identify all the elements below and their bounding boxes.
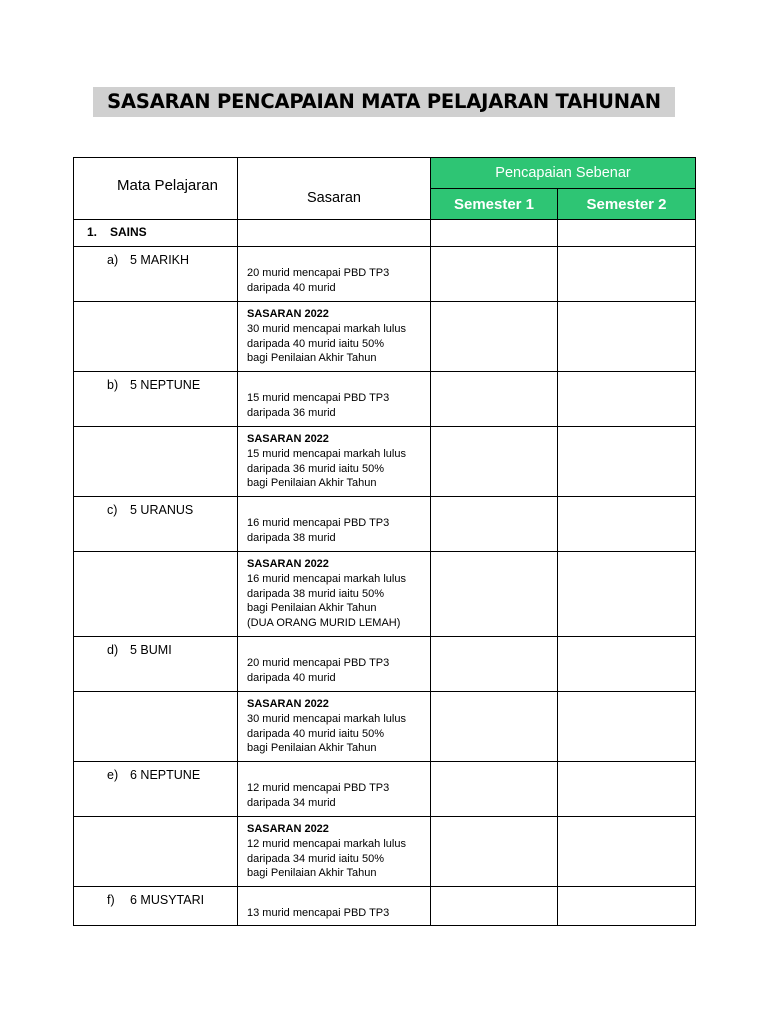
- year-target-line: 30 murid mencapai markah lulus: [247, 712, 406, 725]
- year-target-line: 15 murid mencapai markah lulus: [247, 447, 406, 460]
- semester-2-cell: [558, 372, 696, 427]
- pbd-target-cell: [238, 497, 431, 552]
- year-target-line: daripada 40 murid iaitu 50%: [247, 727, 384, 740]
- class-letter: a): [107, 253, 119, 267]
- semester-1-cell: [431, 762, 558, 817]
- semester-1-cell: [431, 427, 558, 497]
- year-target-cell: [238, 427, 431, 497]
- pbd-target-line: 20 murid mencapai PBD TP3: [247, 267, 390, 279]
- class-row: [74, 372, 696, 427]
- blank-subject-cell: [74, 302, 238, 372]
- header-achievement: Pencapaian Sebenar: [431, 158, 696, 189]
- semester-2-cell: [558, 692, 696, 762]
- class-cell: [74, 887, 238, 926]
- semester-1-cell: [431, 372, 558, 427]
- year-target-label: SASARAN 2022: [247, 558, 329, 570]
- section-sem1-cell: [431, 220, 558, 247]
- pbd-target-cell: [238, 372, 431, 427]
- year-target-line: bagi Penilaian Akhir Tahun: [247, 602, 377, 615]
- semester-2-cell: [558, 497, 696, 552]
- year-target-cell: [238, 552, 431, 637]
- class-name: 5 MARIKH: [130, 253, 190, 267]
- class-cell: [74, 637, 238, 692]
- section-cell: [74, 220, 238, 247]
- semester-1-cell: [431, 552, 558, 637]
- pbd-target-cell: [238, 762, 431, 817]
- semester-1-cell: [431, 692, 558, 762]
- class-cell: [74, 762, 238, 817]
- semester-1-cell: [431, 817, 558, 887]
- pbd-target-line: 15 murid mencapai PBD TP3: [247, 392, 390, 404]
- page-title: SASARAN PENCAPAIAN MATA PELAJARAN TAHUNAN: [107, 90, 661, 113]
- class-name: 6 MUSYTARI: [130, 893, 205, 907]
- year-target-row: [74, 692, 696, 762]
- year-target-line: daripada 40 murid iaitu 50%: [247, 337, 384, 350]
- year-target-line: (DUA ORANG MURID LEMAH): [247, 617, 401, 630]
- header-subject: Mata Pelajaran: [74, 158, 238, 220]
- pbd-target-line: daripada 36 murid: [247, 406, 336, 419]
- class-letter: b): [107, 378, 119, 392]
- year-target-line: daripada 38 murid iaitu 50%: [247, 587, 384, 600]
- year-target-label: SASARAN 2022: [247, 433, 329, 445]
- section-sem2-cell: [558, 220, 696, 247]
- targets-table: [73, 157, 696, 926]
- semester-2-cell: [558, 247, 696, 302]
- year-target-row: [74, 302, 696, 372]
- class-cell: [74, 247, 238, 302]
- year-target-line: 30 murid mencapai markah lulus: [247, 322, 406, 335]
- blank-subject-cell: [74, 817, 238, 887]
- semester-1-cell: [431, 247, 558, 302]
- pbd-target-line: 13 murid mencapai PBD TP3: [247, 907, 390, 919]
- semester-2-cell: [558, 552, 696, 637]
- year-target-label: SASARAN 2022: [247, 823, 329, 835]
- year-target-line: bagi Penilaian Akhir Tahun: [247, 742, 377, 755]
- year-target-line: daripada 34 murid iaitu 50%: [247, 852, 384, 865]
- pbd-target-cell: [238, 637, 431, 692]
- pbd-target-cell: [238, 887, 431, 926]
- semester-2-cell: [558, 817, 696, 887]
- class-row: [74, 637, 696, 692]
- section-row: [74, 220, 696, 247]
- semester-1-cell: [431, 887, 558, 926]
- pbd-target-line: daripada 38 murid: [247, 531, 336, 544]
- header-semester-2: Semester 2: [558, 189, 696, 220]
- section-target-cell: [238, 220, 431, 247]
- class-letter: e): [107, 768, 119, 782]
- pbd-target-line: 20 murid mencapai PBD TP3: [247, 657, 390, 669]
- blank-subject-cell: [74, 692, 238, 762]
- year-target-label: SASARAN 2022: [247, 698, 329, 710]
- year-target-cell: [238, 302, 431, 372]
- header-semester-1: Semester 1: [431, 189, 558, 220]
- year-target-row: [74, 552, 696, 637]
- year-target-line: 16 murid mencapai markah lulus: [247, 572, 406, 585]
- semester-2-cell: [558, 762, 696, 817]
- class-row: [74, 497, 696, 552]
- blank-subject-cell: [74, 552, 238, 637]
- class-row: [74, 887, 696, 926]
- year-target-row: [74, 427, 696, 497]
- semester-2-cell: [558, 637, 696, 692]
- year-target-cell: [238, 817, 431, 887]
- pbd-target-line: 16 murid mencapai PBD TP3: [247, 517, 390, 529]
- header-target: Sasaran: [238, 158, 431, 220]
- semester-1-cell: [431, 497, 558, 552]
- year-target-line: bagi Penilaian Akhir Tahun: [247, 352, 377, 365]
- year-target-cell: [238, 692, 431, 762]
- page-title-banner: [93, 87, 675, 117]
- year-target-row: [74, 817, 696, 887]
- pbd-target-line: daripada 34 murid: [247, 796, 336, 809]
- class-name: 5 URANUS: [130, 503, 194, 517]
- year-target-line: bagi Penilaian Akhir Tahun: [247, 477, 377, 490]
- class-name: 6 NEPTUNE: [130, 768, 201, 782]
- pbd-target-line: 12 murid mencapai PBD TP3: [247, 782, 390, 794]
- class-cell: [74, 497, 238, 552]
- semester-1-cell: [431, 637, 558, 692]
- class-letter: d): [107, 643, 119, 657]
- class-letter: f): [107, 893, 115, 907]
- class-letter: c): [107, 503, 118, 517]
- year-target-line: 12 murid mencapai markah lulus: [247, 837, 406, 850]
- pbd-target-line: daripada 40 murid: [247, 281, 336, 294]
- section-name: SAINS: [110, 225, 147, 239]
- class-row: [74, 762, 696, 817]
- section-number: 1.: [87, 225, 98, 239]
- blank-subject-cell: [74, 427, 238, 497]
- year-target-line: daripada 36 murid iaitu 50%: [247, 462, 384, 475]
- year-target-line: bagi Penilaian Akhir Tahun: [247, 867, 377, 880]
- semester-2-cell: [558, 427, 696, 497]
- class-name: 5 BUMI: [130, 643, 172, 657]
- year-target-label: SASARAN 2022: [247, 308, 329, 320]
- class-row: [74, 247, 696, 302]
- pbd-target-cell: [238, 247, 431, 302]
- semester-2-cell: [558, 302, 696, 372]
- class-name: 5 NEPTUNE: [130, 378, 201, 392]
- semester-1-cell: [431, 302, 558, 372]
- semester-2-cell: [558, 887, 696, 926]
- class-cell: [74, 372, 238, 427]
- pbd-target-line: daripada 40 murid: [247, 671, 336, 684]
